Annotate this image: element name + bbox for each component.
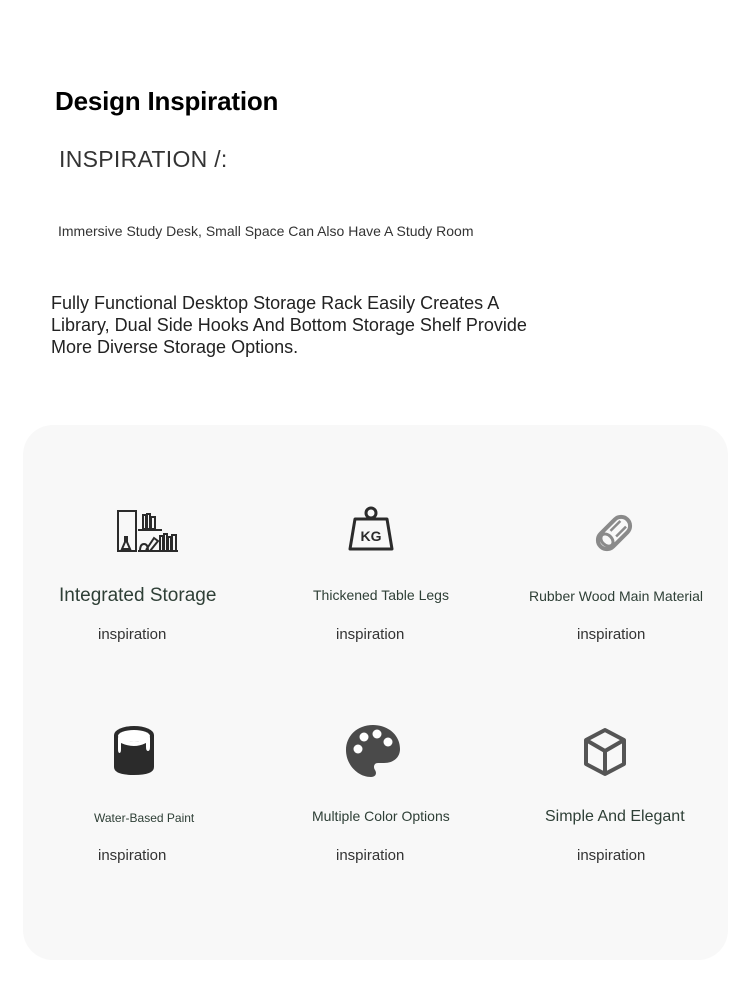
wood-log-icon: [591, 510, 637, 556]
description: Fully Functional Desktop Storage Rack Easily Creates A Library, Dual Side Hooks And Bottom Storage Shelf Provide More Diverse Storage Options.: [51, 293, 527, 357]
page-subtitle: INSPIRATION /:: [59, 146, 228, 172]
feature-integrated-storage: [23, 425, 263, 685]
feature-sub: inspiration: [336, 847, 405, 864]
feature-sub: inspiration: [577, 847, 646, 864]
feature-simple-and-elegant: [503, 685, 743, 955]
feature-sub: inspiration: [98, 847, 167, 864]
kg-weight-icon: [347, 505, 395, 553]
svg-text:KG: KG: [360, 528, 382, 544]
feature-thickened-table-legs: [263, 425, 503, 685]
tagline: Immersive Study Desk, Small Space Can Also Have A Study Room: [58, 223, 474, 239]
paint-bucket-icon: [111, 723, 157, 777]
feature-sub: inspiration: [98, 626, 167, 643]
feature-rubber-wood-main-material: [503, 425, 743, 685]
feature-label: Simple And Elegant: [545, 808, 685, 825]
feature-label: Thickened Table Legs: [313, 587, 449, 603]
palette-icon: [344, 723, 402, 779]
feature-label: Water-Based Paint: [94, 811, 195, 825]
features-panel: [23, 425, 728, 960]
feature-sub: inspiration: [577, 626, 646, 643]
page-title: Design Inspiration: [55, 86, 279, 116]
feature-label: Integrated Storage: [59, 585, 217, 606]
feature-label: Multiple Color Options: [312, 808, 450, 824]
bookshelf-icon: [116, 509, 180, 553]
feature-multiple-color-options: [263, 685, 503, 955]
feature-sub: inspiration: [336, 626, 405, 643]
cube-icon: [582, 727, 628, 777]
feature-water-based-paint: [23, 685, 263, 955]
feature-label: Rubber Wood Main Material: [529, 588, 704, 604]
